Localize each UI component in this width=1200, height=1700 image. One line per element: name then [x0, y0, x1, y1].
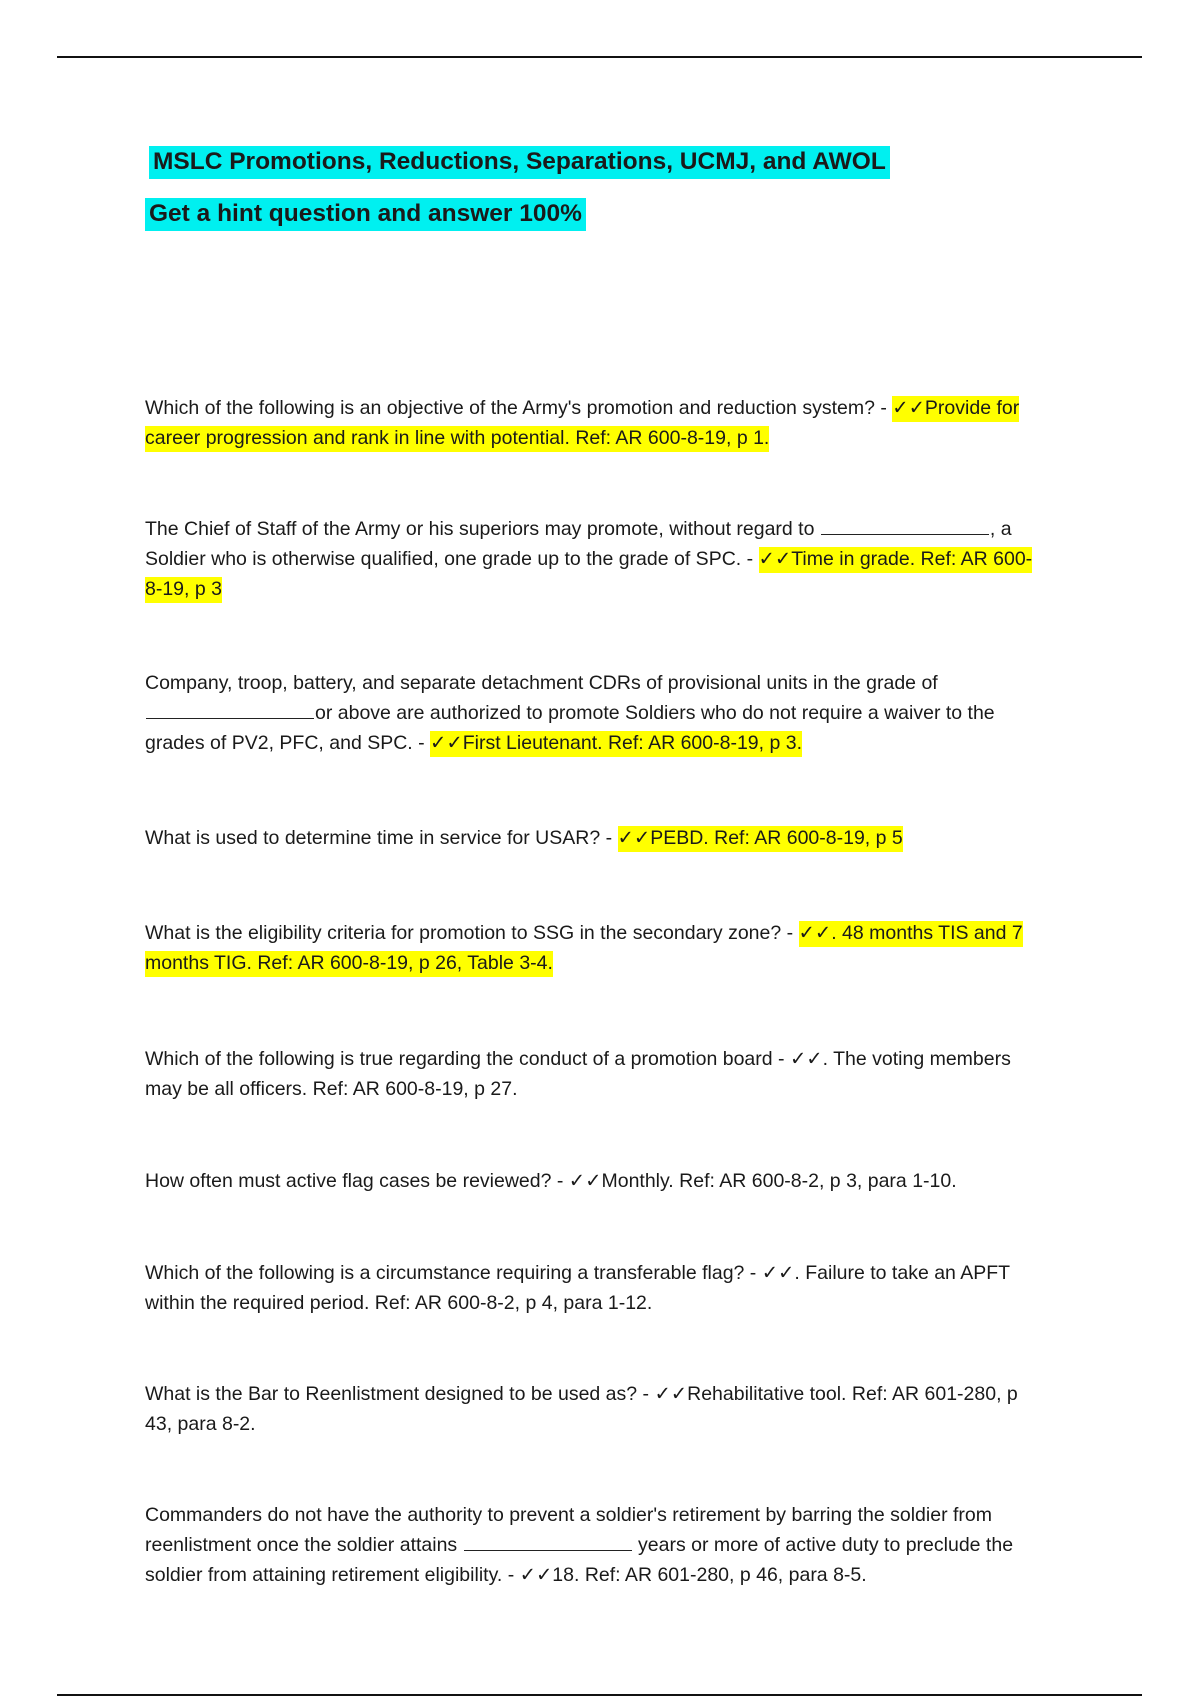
qa-item-2 — [145, 514, 1045, 604]
fill-in-blank — [464, 1549, 632, 1551]
answer-text-highlight: ✓✓PEBD. Ref: AR 600-8-19, p 5 — [618, 826, 903, 852]
answer-text: ✓✓18. Ref: AR 601-280, p 46, para 8-5. — [519, 1564, 867, 1586]
question-text: Commanders do not have the authority to prevent a soldier's retirement by barring the soldier from reenlistment once the soldier attains — [145, 1504, 992, 1556]
document-body — [145, 142, 1045, 1590]
qa-item-1 — [145, 393, 1045, 453]
question-text: Which of the following is true regarding the conduct of a promotion board - — [145, 1048, 790, 1070]
answer-text: ✓✓. Failure to take an APFT within the required period. Ref: AR 600-8-2, p 4, para 1-12. — [145, 1262, 1010, 1314]
qa-item-4 — [145, 823, 1045, 853]
answer-text-highlight: ✓✓. 48 months TIS and 7 months TIG. Ref: AR 600-8-19, p 26, Table 3-4. — [145, 921, 1023, 977]
document-subtitle-highlight: Get a hint question and answer 100% — [145, 198, 586, 231]
answer-text: ✓✓. The voting members may be all officers. Ref: AR 600-8-19, p 27. — [145, 1048, 1011, 1100]
question-text: Company, troop, battery, and separate detachment CDRs of provisional units in the grade of — [145, 672, 938, 694]
question-text-continued: , a Soldier who is otherwise qualified, one grade up to the grade of SPC. - — [145, 518, 1012, 570]
question-text: Which of the following is an objective of the Army's promotion and reduction system? - — [145, 397, 893, 419]
qa-item-3 — [145, 668, 1045, 758]
qa-item-5 — [145, 918, 1045, 978]
fill-in-blank — [146, 717, 314, 719]
question-text: The Chief of Staff of the Army or his superiors may promote, without regard to — [145, 518, 820, 540]
bottom-rule — [57, 1694, 1142, 1696]
answer-text: ✓✓Rehabilitative tool. Ref: AR 601-280, p 43, para 8-2. — [145, 1383, 1018, 1435]
document-title — [149, 142, 1045, 182]
qa-item-8 — [145, 1258, 1045, 1318]
top-rule — [57, 56, 1142, 58]
question-text-continued: years or more of active duty to preclude the soldier from attaining retirement eligibility. - — [145, 1534, 1014, 1586]
question-text-continued: or above are authorized to promote Soldiers who do not require a waiver to the grades of PV2, PFC, and SPC. - — [145, 702, 995, 754]
answer-text-highlight: ✓✓First Lieutenant. Ref: AR 600-8-19, p 3. — [430, 731, 802, 757]
qa-item-7 — [145, 1166, 1045, 1196]
answer-text-highlight: ✓✓Time in grade. Ref: AR 600-8-19, p 3 — [145, 547, 1032, 603]
answer-text-highlight: ✓✓Provide for career progression and rank in line with potential. Ref: AR 600-8-19, p 1. — [145, 396, 1019, 452]
document-title-highlight: MSLC Promotions, Reductions, Separations, UCMJ, and AWOL — [149, 146, 890, 179]
qa-item-10 — [145, 1500, 1045, 1590]
document-subtitle — [145, 194, 1045, 234]
answer-text: ✓✓Monthly. Ref: AR 600-8-2, p 3, para 1-10. — [568, 1170, 957, 1192]
fill-in-blank — [821, 533, 989, 535]
question-text: What is the Bar to Reenlistment designed to be used as? - — [145, 1383, 655, 1405]
question-text: How often must active flag cases be reviewed? - — [145, 1170, 569, 1192]
question-text: Which of the following is a circumstance requiring a transferable flag? - — [145, 1262, 762, 1284]
question-text: What is the eligibility criteria for promotion to SSG in the secondary zone? - — [145, 922, 799, 944]
qa-item-6 — [145, 1044, 1045, 1104]
question-text: What is used to determine time in service for USAR? - — [145, 827, 618, 849]
qa-item-9 — [145, 1379, 1045, 1439]
